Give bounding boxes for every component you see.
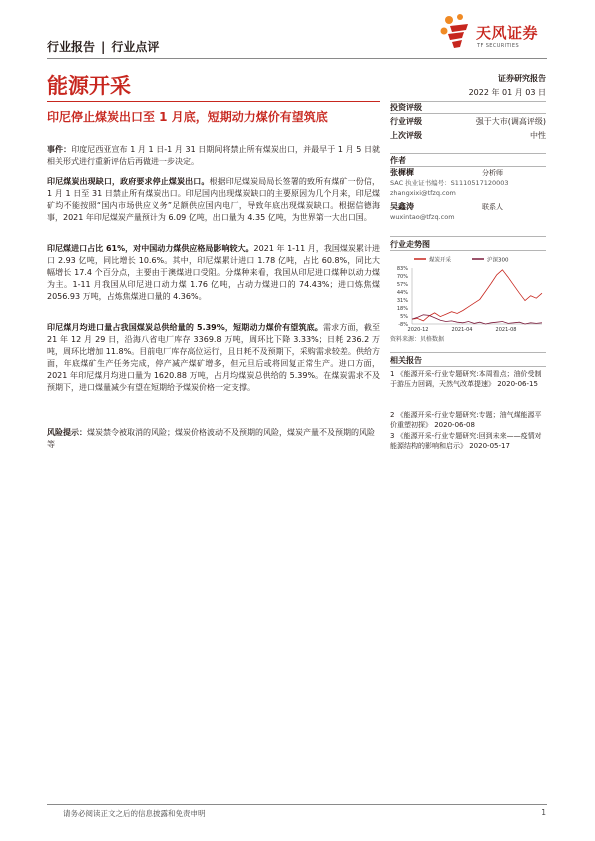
- related-divider: [390, 366, 546, 367]
- y-tick-label: 31%: [396, 298, 408, 304]
- y-tick-label: 18%: [396, 306, 408, 312]
- brand-english: TF SECURITIES: [477, 43, 520, 49]
- subtitle-rule: [47, 101, 380, 102]
- author-entry: [390, 168, 546, 198]
- header-rule: [47, 58, 547, 59]
- event-text: 印度尼西亚宣布 1 月 1 日-1 月 31 日期间将禁止所有煤炭出口，并最早于 1 月 5 日就相关形式进行重新评估后再做进一步决定。: [47, 145, 380, 166]
- trend-chart-svg: [390, 254, 546, 334]
- event-paragraph: [47, 144, 380, 168]
- series-line: [412, 270, 542, 321]
- supply-head: 印尼煤月均进口量占我国煤炭总供给量的 5.39%，短期动力煤价有望筑底。: [47, 323, 323, 332]
- report-date: 2022 年 01 月 03 日: [468, 88, 546, 97]
- risk-text: 煤炭禁令被取消的风险；煤炭价格波动不及预期的风险，煤炭产量不及预期的风险等: [47, 428, 375, 449]
- author-name: 吴鑫涛: [390, 202, 414, 211]
- y-tick-label: 83%: [396, 266, 408, 272]
- y-tick-label: 57%: [396, 282, 408, 288]
- category-label: 行业报告: [47, 40, 96, 54]
- x-tick-label: 2021-08: [495, 327, 517, 333]
- subcategory-label: 行业点评: [111, 40, 160, 54]
- series-line: [412, 315, 542, 324]
- brand-logo-icon: [440, 14, 474, 52]
- import-head: 印尼煤进口占比 61%，对中国动力煤供应格局影响较大。: [47, 244, 254, 253]
- gap-head: 印尼煤炭出现缺口，政府要求停止煤炭出口。: [47, 177, 210, 186]
- brand-logo: [440, 14, 550, 52]
- risk-head: 风险提示：: [47, 428, 87, 437]
- trend-rule: [390, 236, 546, 237]
- category-separator: |: [101, 40, 106, 54]
- rating-divider: [390, 113, 546, 114]
- x-tick-label: 2021-04: [451, 327, 473, 333]
- industry-rating-label: 行业评级: [390, 117, 422, 126]
- legend-label: 煤炭开采: [429, 257, 452, 264]
- industry-rating-value: 强于大市(调高评级): [475, 117, 546, 126]
- authors-rule: [390, 153, 546, 154]
- report-kind: 证券研究报告: [498, 74, 546, 83]
- y-tick-label: 44%: [396, 290, 408, 296]
- chart-source: 资料来源：贝格数据: [390, 336, 445, 343]
- related-report-link[interactable]: 2 《能源开采-行业专题研究:专题；油气煤能源平价重塑初探》 2020-06-08: [390, 411, 542, 429]
- industry-trend-chart: [390, 254, 546, 334]
- author-cert: SAC 执业证书编号：S1110517120003: [390, 179, 509, 187]
- related-report-link[interactable]: 3 《能源开采-行业专题研究:回到未来——疫情对能源结构的影响和启示》 2020-05-17: [390, 432, 542, 450]
- prev-rating-label: 上次评级: [390, 131, 422, 140]
- brand-name: 天风证券: [476, 24, 539, 42]
- report-category: [47, 38, 159, 55]
- event-head: 事件：: [47, 145, 72, 154]
- report-body: [47, 144, 381, 449]
- related-list: [390, 369, 546, 489]
- author-name: 张樨樨: [390, 168, 414, 177]
- authors-divider: [390, 166, 546, 167]
- authors-heading: 作者: [390, 156, 406, 165]
- author-role: 联系人: [482, 203, 503, 211]
- prev-rating-value: 中性: [530, 131, 546, 140]
- page-number: 1: [541, 808, 546, 817]
- footer-rule: [47, 804, 547, 805]
- invest-rating-label: 投资评级: [390, 103, 422, 112]
- author-email[interactable]: zhangxixi@tfzq.com: [390, 189, 456, 197]
- gap-text: 根据印尼煤炭局局长签署的致所有煤矿一份信，1 月 1 日至 31 日禁止所有煤炭出口。印尼国内出现煤炭缺口的主要原因为几个月来，印尼煤矿均不能按照“国内市场供应义务”足额供应国内电厂，导致年底出现煤炭缺口。根据信德海事，2021 年印尼煤炭产量预计为 6.09 亿吨，出口量为 4.35 亿吨，为世界第一大出口国。: [47, 177, 380, 222]
- y-tick-label: 5%: [400, 314, 408, 320]
- import-paragraph: [47, 243, 380, 303]
- import-text: 2021 年 1-11 月，我国煤炭累计进口 2.93 亿吨，同比增长 10.6%。其中，印尼煤累计进口 1.78 亿吨，占比 60.8%，同比大幅增长 17.4 个百分点，主要由于澳煤进口受阻。分煤种来看，我国从印尼进口煤种以动力煤为主。1-11 月我国从印尼进口动力煤 1.76 亿吨，占动力煤进口的 74.43%；进口炼焦煤 2056.93 万吨，占炼焦煤进口量的 4.36%。: [47, 244, 380, 301]
- page-title: 能源开采: [47, 74, 131, 98]
- legend-label: 沪深300: [487, 257, 509, 264]
- supply-text: 需求方面，截至 21 年 12 月 29 日，沿海八省电厂库存 3369.8 万吨，周环比下降 3.33%；日耗 236.2 万吨，周环比增加 11.8%。目前电厂库存高位运行，且日耗不及预期下，采购需求较差。供给方面，年底煤矿生产任务完成，停产减产煤矿增多，但元旦后或将回复正常生产。进口方面，2021 年印尼煤月均进口量为 1620.88 万吨，占月均煤炭总供给的 5.39%。在煤炭需求不及预期下，进口煤量减少有望在短期给予煤炭价格一定支撑。: [47, 323, 381, 392]
- disclaimer-text: 请务必阅读正文之后的信息披露和免责申明: [63, 809, 206, 818]
- trend-divider: [390, 250, 546, 251]
- report-subtitle: 印尼停止煤炭出口至 1 月底，短期动力煤价有望筑底: [47, 110, 328, 124]
- related-heading: 相关报告: [390, 356, 422, 365]
- trend-heading: 行业走势图: [390, 240, 430, 249]
- supply-paragraph: [47, 322, 380, 394]
- author-role: 分析师: [482, 169, 503, 177]
- gap-paragraph: [47, 176, 380, 224]
- risk-paragraph: [47, 427, 380, 451]
- x-tick-label: 2020-12: [407, 327, 429, 333]
- author-email[interactable]: wuxintao@tfzq.com: [390, 213, 455, 221]
- y-tick-label: 70%: [396, 274, 408, 280]
- related-report-link[interactable]: 1 《能源开采-行业专题研究:本周看点；油价受制于游压力回调，天然气改革提速》 2020-06-15: [390, 370, 542, 388]
- related-rule: [390, 352, 546, 353]
- author-entry: [390, 202, 546, 222]
- y-tick-label: -8%: [398, 322, 408, 328]
